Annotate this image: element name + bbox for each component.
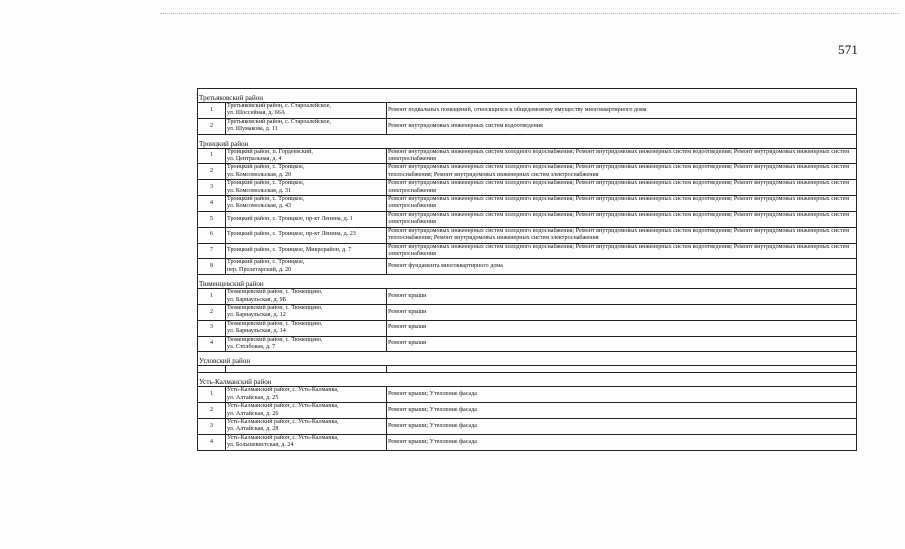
row-number: 6: [198, 227, 226, 243]
address-cell: [226, 259, 387, 275]
table-row: [198, 434, 857, 450]
work-type-cell: Ремонт крыши: [387, 320, 857, 336]
work-type-cell: Ремонт крыши: [387, 336, 857, 352]
address-cell: [226, 289, 387, 305]
district-name: Троицкий район: [198, 139, 857, 149]
district-heading-row: [198, 93, 857, 103]
row-number: 1: [198, 387, 226, 403]
address-line-2: ул. Барнаульская, д. 14: [227, 328, 286, 335]
address-line-1: Тюменцевский район, с. Тюменцево,: [227, 304, 323, 311]
work-type-cell: Ремонт внутридомовых инженерных систем холодного водоснабжения; Ремонт внутридомовых инженерных систем водоотведения; Ремонт внутридомовых инженерных систем электроснабжения: [387, 180, 857, 196]
district-name: Третьяковский район: [198, 93, 857, 103]
address-line-2: ул. Большевистская, д. 24: [227, 442, 294, 449]
address-line-2: ул. Комсомольская, д. 20: [227, 171, 292, 178]
row-number: 4: [198, 434, 226, 450]
row-number: 1: [198, 103, 226, 119]
table-row: [198, 320, 857, 336]
row-number: 7: [198, 243, 226, 259]
address-cell: [226, 387, 387, 403]
district-heading-row: [198, 279, 857, 289]
address-line-2: ул. Алтайская, д. 28: [227, 426, 279, 433]
address-line-2: ул. Столбовая, д. 7: [227, 343, 276, 350]
address-line-1: Усть-Калманский район, с. Усть-Калманка,: [227, 387, 339, 394]
table-row: [198, 164, 857, 180]
work-type-cell: Ремонт крыши; Утепление фасада: [387, 434, 857, 450]
table-row: [198, 289, 857, 305]
empty-cell: [198, 366, 226, 373]
table-row: [198, 243, 857, 259]
row-number: 4: [198, 336, 226, 352]
row-number: 2: [198, 118, 226, 134]
work-type-cell: Ремонт внутридомовых инженерных систем холодного водоснабжения; Ремонт внутридомовых инженерных систем водоотведения; Ремонт внутридомовых инженерных систем теплоснабжения; Ремонт внутридомовых инженерных систем электроснабжения: [387, 227, 857, 243]
address-line-1: Усть-Калманский район, с. Усть-Калманка,: [227, 419, 339, 425]
address-cell: [226, 148, 387, 164]
address-line-1: Троицкий район, с. Троицкое, пр-кт Ленина, д. 23: [227, 231, 356, 238]
address-line-2: ул. Алтайская, д. 26: [227, 410, 279, 417]
work-type-cell: Ремонт крыши; Утепление фасада: [387, 403, 857, 419]
address-cell: [226, 180, 387, 196]
address-line-1: Троицкий район, с. Троицкое,: [227, 196, 305, 203]
table-row: [198, 148, 857, 164]
work-type-cell: Ремонт крыши: [387, 289, 857, 305]
address-cell: [226, 320, 387, 336]
address-cell: [226, 419, 387, 435]
address-cell: [226, 227, 387, 243]
table-body: [198, 89, 857, 451]
address-cell: [226, 434, 387, 450]
address-line-1: Троицкий район, с. Троицкое,: [227, 164, 305, 171]
address-line-2: ул. Шоссейная, д. 66А: [227, 110, 286, 117]
table-row: [198, 227, 857, 243]
address-cell: [226, 403, 387, 419]
work-type-cell: Ремонт крыши: [387, 304, 857, 320]
row-number: 1: [198, 148, 226, 164]
row-number: 2: [198, 164, 226, 180]
table-row: [198, 403, 857, 419]
work-type-cell: Ремонт внутридомовых инженерных систем холодного водоснабжения; Ремонт внутридомовых инженерных систем водоотведения; Ремонт внутридомовых инженерных систем теплоснабжения; Ремонт внутридомовых инженерных систем электроснабжения: [387, 164, 857, 180]
work-type-cell: Ремонт крыши; Утепление фасада: [387, 419, 857, 435]
address-line-1: Троицкий район, с. Троицкое,: [227, 180, 305, 187]
district-name: Тюменцевский район: [198, 279, 857, 289]
address-cell: [226, 196, 387, 212]
work-type-cell: Ремонт фундамента многоквартирного дома: [387, 259, 857, 275]
address-cell: [226, 164, 387, 180]
address-line-1: Тюменцевский район, с. Тюменцево,: [227, 336, 323, 343]
address-line-1: Усть-Калманский район, с. Усть-Калманка,: [227, 434, 339, 441]
address-cell: [226, 118, 387, 134]
row-number: 4: [198, 196, 226, 212]
address-cell: [226, 336, 387, 352]
district-heading-row: [198, 356, 857, 366]
row-number: 5: [198, 211, 226, 227]
address-line-1: Троицкий район, с. Троицкое, пр-кт Ленина, д. 1: [227, 215, 353, 222]
table-row: [198, 211, 857, 227]
row-number: 2: [198, 304, 226, 320]
district-heading-row: [198, 139, 857, 149]
row-number: 3: [198, 180, 226, 196]
row-number: 2: [198, 403, 226, 419]
table-row: [198, 259, 857, 275]
page-number: 571: [838, 42, 859, 57]
scan-top-edge: [160, 13, 900, 14]
work-type-cell: Ремонт внутридомовых инженерных систем водоотведения: [387, 118, 857, 134]
table-row: [198, 387, 857, 403]
row-number: 8: [198, 259, 226, 275]
row-number: 3: [198, 419, 226, 435]
table-row: [198, 103, 857, 119]
address-cell: [226, 304, 387, 320]
address-cell: [226, 211, 387, 227]
address-line-2: пер. Пролетарский, д. 20: [227, 266, 292, 273]
empty-cell: [387, 366, 857, 373]
address-line-1: Третьяковский район, с. Староалейское,: [227, 118, 331, 125]
address-line-1: Тюменцевский район, с. Тюменцево,: [227, 289, 323, 296]
address-line-2: ул. Комсомольская, д. 31: [227, 187, 292, 194]
district-heading-row: [198, 377, 857, 387]
address-line-2: ул. Барнаульская, д. 12: [227, 312, 286, 319]
row-number: 3: [198, 320, 226, 336]
table-row: [198, 196, 857, 212]
table-row: [198, 336, 857, 352]
work-type-cell: Ремонт внутридомовых инженерных систем холодного водоснабжения; Ремонт внутридомовых инженерных систем водоотведения; Ремонт внутридомовых инженерных систем электроснабжения: [387, 211, 857, 227]
district-name: Угловский район: [198, 356, 857, 366]
address-line-1: Троицкий район, с. Троицкое, Микрорайон, д. 7: [227, 247, 352, 254]
row-number: 1: [198, 289, 226, 305]
address-cell: [226, 103, 387, 119]
address-line-2: ул. Барнаульская, д. 9Б: [227, 296, 287, 303]
address-line-1: Троицкий район, п. Гордеевский,: [227, 148, 313, 155]
address-line-2: ул. Шумакова, д. 11: [227, 126, 278, 133]
work-type-cell: Ремонт внутридомовых инженерных систем холодного водоснабжения; Ремонт внутридомовых инженерных систем водоотведения; Ремонт внутридомовых инженерных систем электроснабжения: [387, 243, 857, 259]
address-line-1: Усть-Калманский район, с. Усть-Калманка,: [227, 403, 339, 410]
address-line-1: Тюменцевский район, с. Тюменцево,: [227, 320, 323, 327]
address-line-2: ул. Комсомольская, д. 43: [227, 203, 292, 210]
table-row: [198, 180, 857, 196]
repair-works-table: [197, 88, 857, 451]
empty-cell: [226, 366, 387, 373]
work-type-cell: Ремонт внутридомовых инженерных систем холодного водоснабжения; Ремонт внутридомовых инженерных систем водоотведения; Ремонт внутридомовых инженерных систем электроснабжения: [387, 196, 857, 212]
address-line-2: ул. Алтайская, д. 25: [227, 394, 279, 401]
address-cell: [226, 243, 387, 259]
work-type-cell: Ремонт внутридомовых инженерных систем холодного водоснабжения; Ремонт внутридомовых инженерных систем водоотведения; Ремонт внутридомовых инженерных систем электроснабжения: [387, 148, 857, 164]
work-type-cell: Ремонт подвальных помещений, относящихся к общедомовому имуществу многоквартирного дома: [387, 103, 857, 119]
table-row: [198, 419, 857, 435]
work-type-cell: Ремонт крыши; Утепление фасада: [387, 387, 857, 403]
district-name: Усть-Калманский район: [198, 377, 857, 387]
address-line-2: ул. Центральная, д. 4: [227, 156, 282, 163]
empty-district-row: [198, 366, 857, 373]
address-line-1: Третьяковский район, с. Староалейское,: [227, 103, 331, 109]
address-line-1: Троицкий район, с. Троицкое,: [227, 259, 305, 266]
table-row: [198, 304, 857, 320]
table-row: [198, 118, 857, 134]
